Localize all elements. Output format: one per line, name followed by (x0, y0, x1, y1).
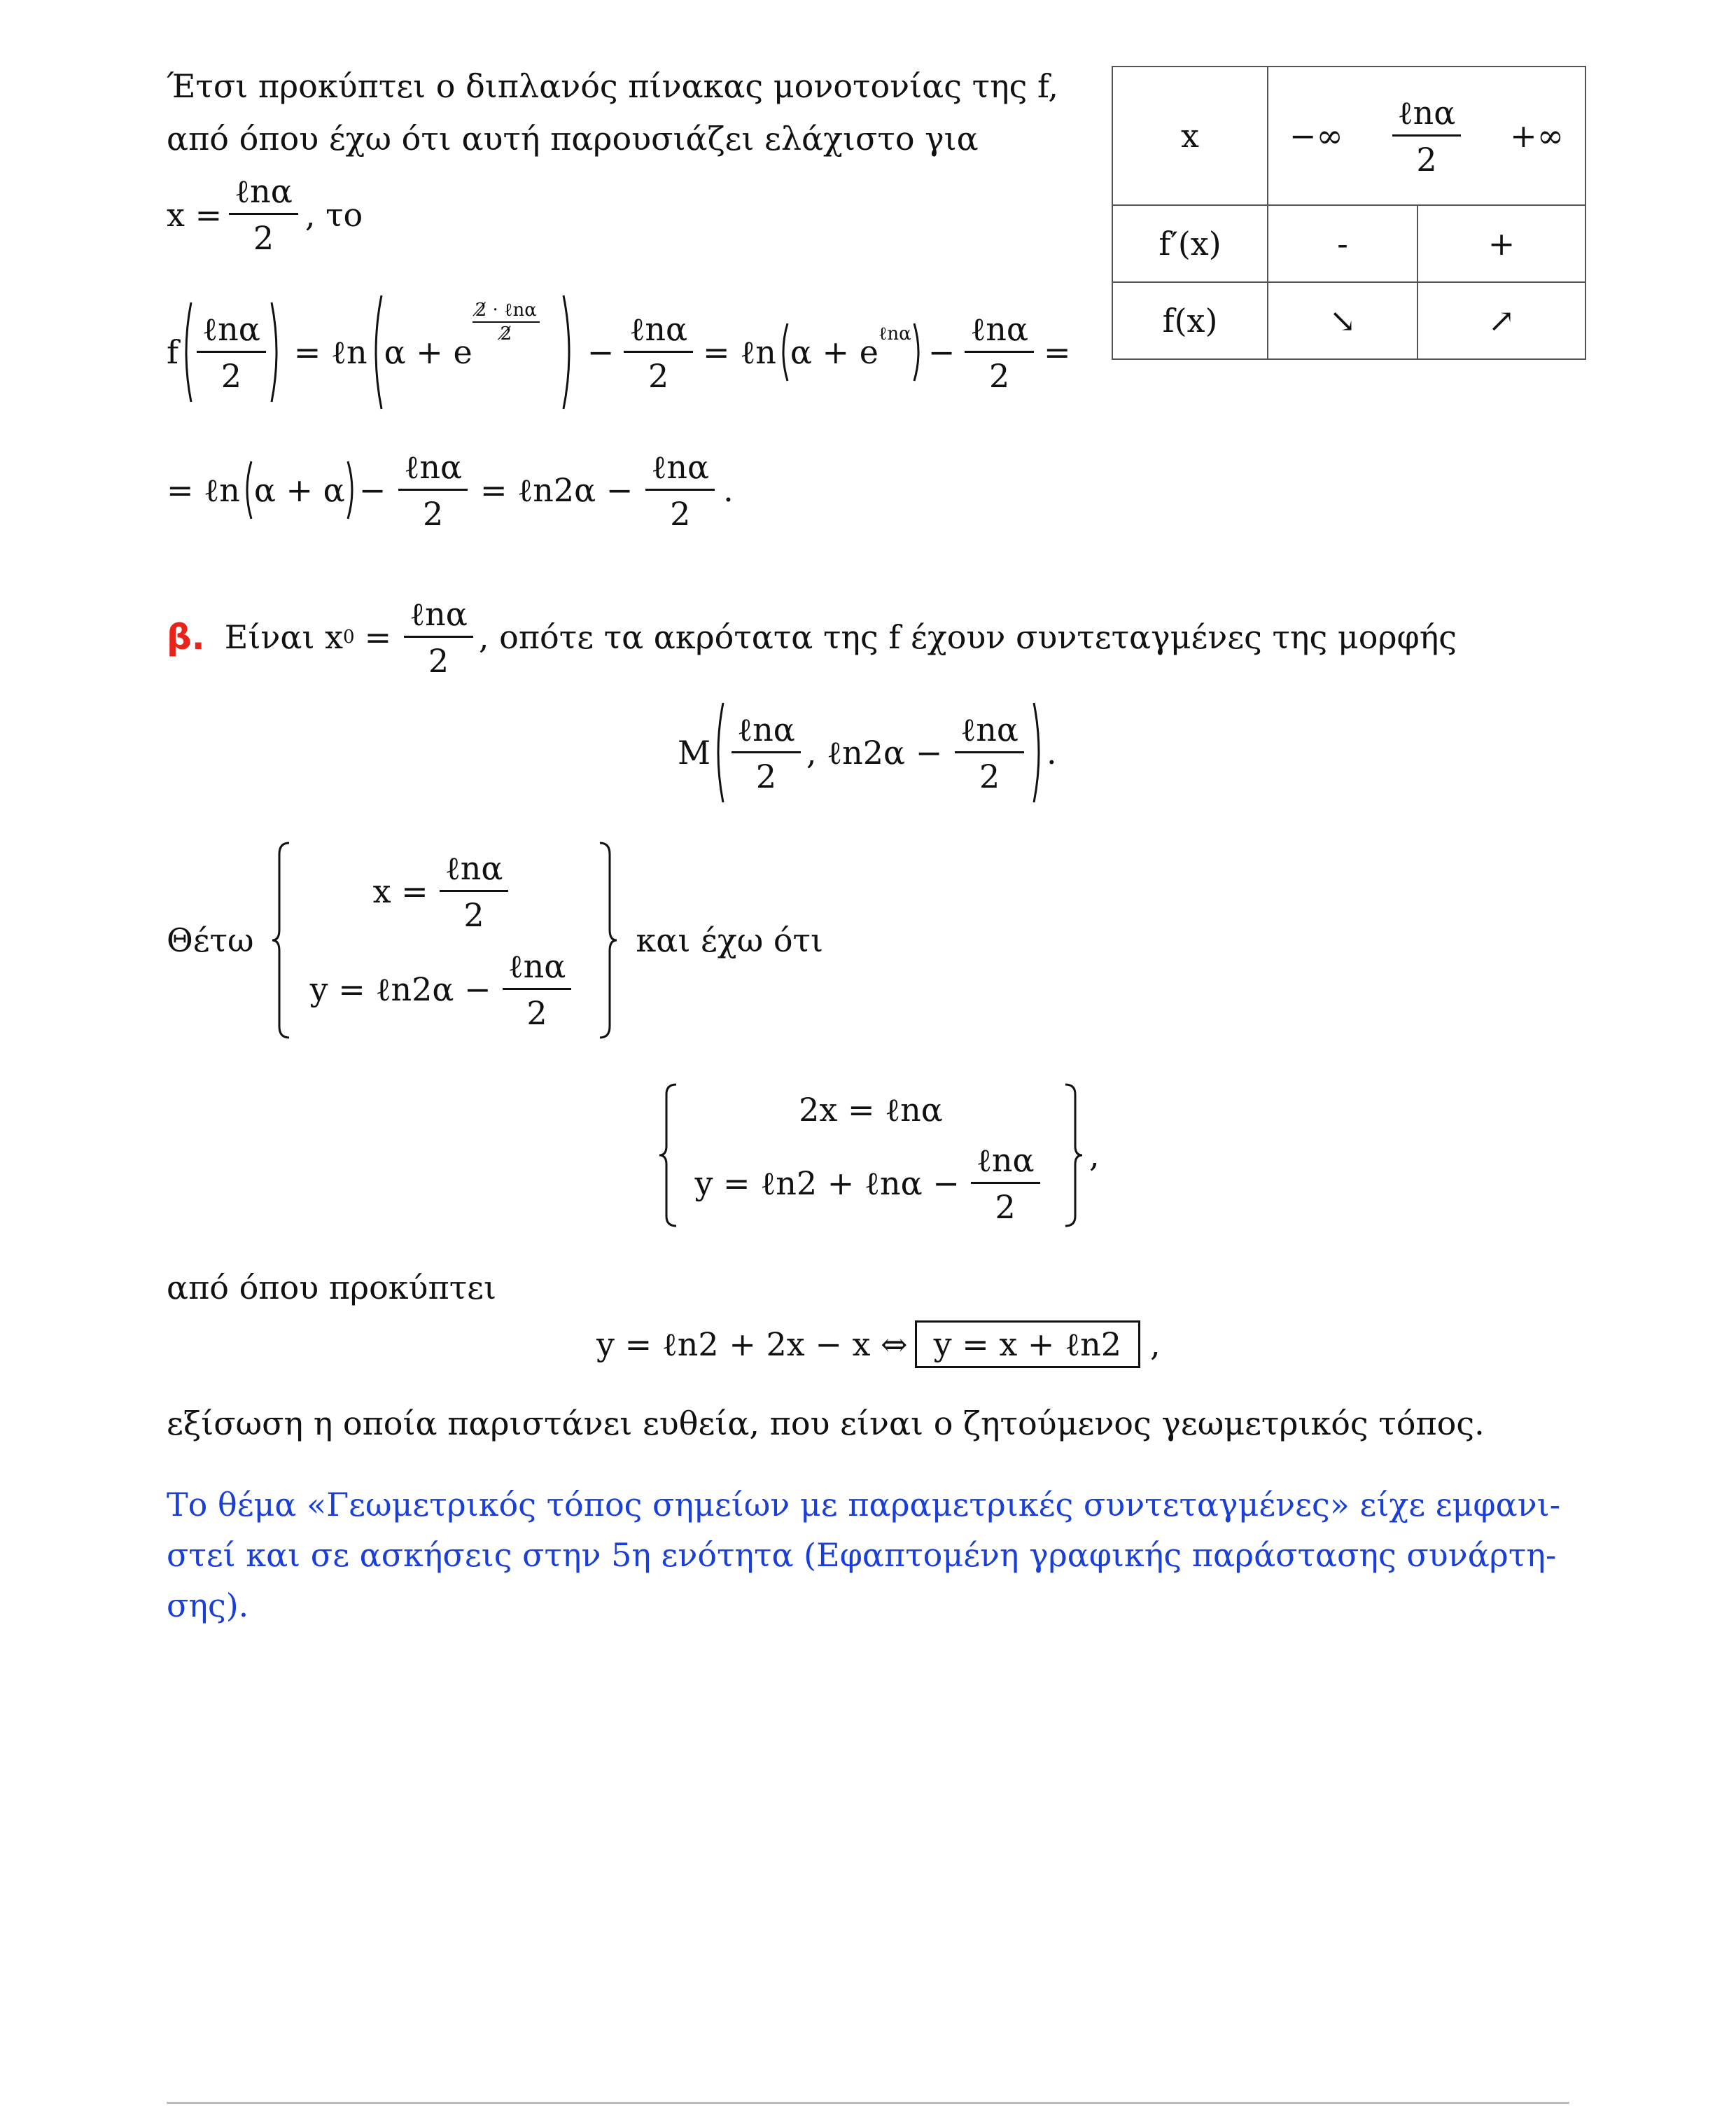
conclusion-text: εξίσωση η οποία παριστάνει ευθεία, που είναι ο ζητούμενος γεωμετρικός τόπος. (167, 1404, 1485, 1442)
fraction-ln-alpha-over-2 (197, 309, 266, 395)
fraction-numerator: ℓnα (503, 950, 572, 990)
fraction-denominator: 2 (755, 757, 777, 795)
min-x-expression (167, 172, 363, 257)
minus-sign: − (358, 471, 386, 509)
right-curly-brace (1063, 1082, 1084, 1229)
case-row-x (373, 842, 516, 940)
left-curly-brace (271, 840, 292, 1040)
result-derivation: y = ℓn2 + 2x − x ⇔ (596, 1325, 908, 1363)
equation-simplified (167, 448, 734, 532)
table-row-x (1112, 67, 1586, 205)
table-cell-fprime-label: f′(x) (1112, 205, 1268, 282)
note-line-2: στεί και σε ασκήσεις στην 5η ενότητα (Εφαπτομένη γραφικής παράστασης συνάρτη- (167, 1536, 1557, 1574)
table-cell-x-values (1268, 67, 1586, 205)
exponent-fraction (472, 301, 540, 343)
neg-infinity: −∞ (1289, 117, 1343, 155)
exponent-ln-alpha: ℓnα (878, 323, 911, 344)
fraction-numerator: ℓnα (440, 852, 509, 892)
fraction-ln-alpha-over-2 (503, 947, 572, 1032)
comma-ln2alpha-minus: , ℓn2α − (806, 734, 943, 772)
comma: , (1089, 1136, 1100, 1174)
fraction-numerator: ℓnα (624, 313, 693, 353)
part-b-label: β. (167, 617, 205, 657)
left-paren-large (368, 293, 384, 412)
fraction-denominator: 2 (979, 757, 1000, 795)
equals-ln-2: = ℓn (703, 333, 776, 371)
two-x-equals-ln-alpha: 2x = ℓnα (799, 1091, 943, 1129)
boxed-answer: y = x + ℓn2 (915, 1320, 1140, 1368)
pos-infinity: +∞ (1510, 117, 1564, 155)
minus-sign-2: − (927, 333, 955, 371)
fraction-ln-alpha-over-2 (404, 594, 473, 680)
result-intro: από όπου προκύπτει (167, 1269, 497, 1306)
table-cell-x-label: x (1112, 67, 1268, 205)
derived-cases (689, 1082, 1053, 1229)
part-b-text-start: Είναι x (224, 618, 344, 656)
table-row-fprime (1112, 205, 1586, 282)
case-row-y (694, 1138, 1046, 1229)
intro-line-2: από όπου έχω ότι αυτή παρουσιάζει ελάχιστο για (167, 120, 979, 158)
fraction-ln-alpha-over-2 (732, 710, 801, 795)
comma: , (1150, 1325, 1161, 1363)
fraction-denominator: 2 (995, 1187, 1016, 1226)
y-equals: y = ℓn2α − (309, 970, 491, 1008)
case-row-2x (799, 1082, 943, 1138)
right-paren (345, 459, 359, 522)
equals-end: = (1044, 333, 1071, 371)
fraction-ln-alpha-over-2 (955, 710, 1024, 795)
period: . (723, 471, 734, 509)
y-equals-ln2-plus-ln-alpha: y = ℓn2 + ℓnα − (694, 1164, 960, 1202)
table-cell-increasing-arrow: ↗ (1418, 282, 1586, 359)
theto-cases (304, 842, 584, 1038)
subscript-zero: 0 (343, 627, 355, 648)
point-m-coordinates (678, 700, 1057, 805)
alpha-plus-e: α + e (384, 333, 472, 371)
fraction-denominator: 2 (648, 356, 669, 395)
x-equals: x = (167, 195, 223, 234)
critical-point-numerator: ℓnα (1392, 97, 1462, 137)
alpha-plus-alpha: α + α (253, 471, 345, 509)
fraction-denominator: 2 (428, 641, 449, 680)
table-cell-decreasing-arrow: ↘ (1268, 282, 1418, 359)
part-b-text-end: , οπότε τα ακρότατα της f έχουν συντεταγμένες της μορφής (478, 618, 1457, 656)
fraction-ln-alpha-over-2 (971, 1141, 1040, 1226)
to-text: , το (304, 195, 363, 234)
fraction-denominator: 2 (423, 494, 444, 533)
fraction-denominator: 2 (220, 356, 242, 395)
case-row-y (310, 940, 579, 1038)
derived-system (658, 1082, 1100, 1229)
f-symbol: f (167, 333, 179, 371)
right-paren (1031, 700, 1046, 805)
table-cell-sign-right: + (1418, 205, 1586, 282)
fraction-ln-alpha-over-2 (440, 849, 509, 934)
theto-system (167, 840, 823, 1040)
table-row-f (1112, 282, 1586, 359)
fraction-numerator: ℓnα (645, 451, 715, 491)
theto-label: Θέτω (167, 921, 254, 959)
fraction-numerator: ℓnα (404, 598, 473, 638)
fraction-ln-alpha-over-2 (645, 447, 715, 533)
footer-divider (167, 2102, 1569, 2104)
note-line-1: Το θέμα «Γεωμετρικός τόπος σημείων με παραμετρικές συντεταγμένες» είχε εμφανι- (167, 1486, 1561, 1523)
fraction-denominator: 2 (670, 494, 691, 533)
equals-ln: = ℓn (167, 471, 240, 509)
x-equals: x = (372, 872, 428, 910)
right-curly-brace (597, 840, 618, 1040)
fraction-denominator: 2 (526, 993, 547, 1032)
fraction-numerator: ℓnα (229, 175, 298, 215)
fraction-denominator: 2 (988, 356, 1010, 395)
part-b-statement (167, 594, 1457, 680)
left-curly-brace (658, 1082, 679, 1229)
fraction-numerator: ℓnα (732, 713, 801, 753)
left-paren-small (776, 321, 790, 384)
left-paren (710, 700, 726, 805)
right-paren (269, 300, 284, 405)
left-paren (178, 300, 194, 405)
table-cell-sign-left: - (1268, 205, 1418, 282)
exponent-numerator: 2̸ · ℓnα (472, 301, 540, 323)
equals: = (364, 618, 392, 656)
theto-after-text: και έχω ότι (636, 921, 824, 959)
alpha-plus-e-2: α + e (790, 333, 878, 371)
fraction-ln-alpha-over-2 (229, 172, 298, 257)
note-line-3: σης). (167, 1587, 249, 1624)
result-equation (596, 1316, 1161, 1372)
equals-ln2alpha-minus: = ℓn2α − (480, 471, 634, 509)
point-m-label: M (678, 734, 711, 772)
intro-line-1: Έτσι προκύπτει ο διπλανός πίνακας μονοτονίας της f, (167, 67, 1059, 105)
right-paren-large (561, 293, 578, 412)
minus-sign: − (587, 333, 615, 371)
critical-point-denominator: 2 (1416, 140, 1437, 179)
equals-ln: = ℓn (293, 333, 368, 371)
fraction-denominator: 2 (253, 219, 274, 257)
right-paren-small (911, 321, 925, 384)
fraction-numerator: ℓnα (965, 313, 1034, 353)
fraction-numerator: ℓnα (971, 1144, 1040, 1184)
table-cell-f-label: f(x) (1112, 282, 1268, 359)
fraction-ln-alpha-over-2 (624, 309, 693, 395)
critical-point-fraction (1392, 93, 1462, 179)
fraction-ln-alpha-over-2 (965, 309, 1034, 395)
left-paren (240, 459, 254, 522)
equation-f-min-value (167, 293, 1071, 412)
exponent-denominator: 2̸ (500, 323, 512, 344)
fraction-numerator: ℓnα (955, 713, 1024, 753)
fraction-numerator: ℓnα (197, 313, 266, 353)
fraction-numerator: ℓnα (398, 451, 468, 491)
monotonicity-table (1112, 66, 1586, 360)
fraction-ln-alpha-over-2 (398, 447, 468, 533)
fraction-denominator: 2 (463, 895, 484, 934)
period: . (1046, 734, 1057, 772)
